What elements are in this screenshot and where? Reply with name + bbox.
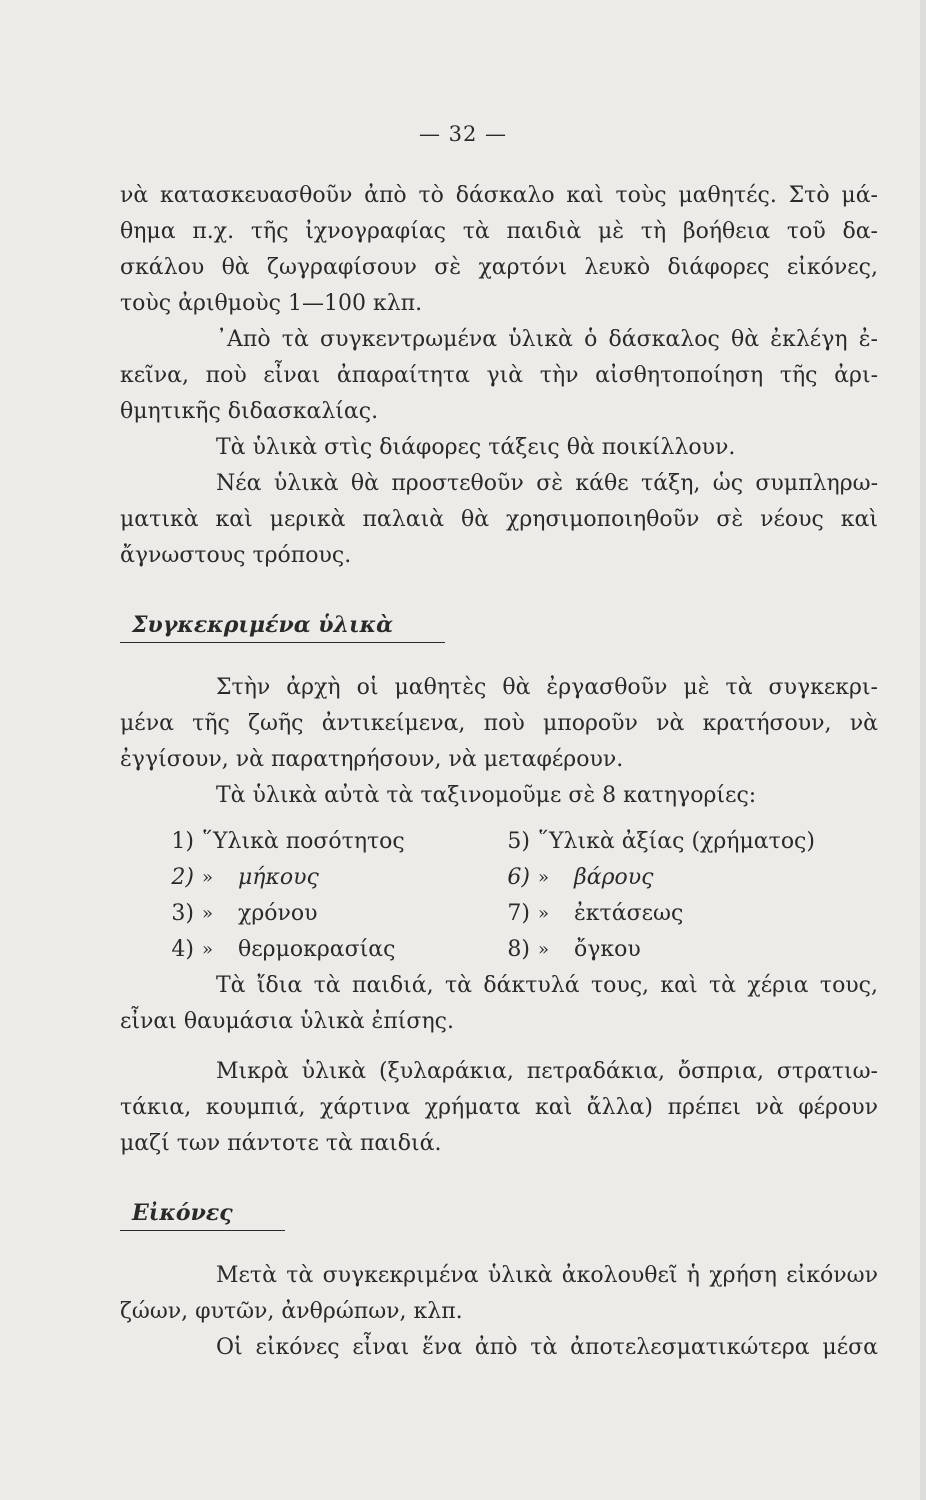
ditto-mark: » [202, 867, 214, 888]
category-right [488, 932, 878, 968]
text-line: ἐγγίσουν, νὰ παρατηρήσουν, νὰ μεταφέρουν. [120, 747, 624, 772]
text-line: Μετὰ τὰ συγκεκριμένα ὑλικὰ ἀκολουθεῖ ἡ χρήση εἰκόνων [216, 1263, 878, 1288]
text-line: τάκια, κουμπιά, χάρτινα χρήματα καὶ ἄλλα) πρέπει νὰ φέρουν [120, 1095, 878, 1120]
ditto-mark: » [538, 867, 550, 888]
ditto-mark: » [538, 939, 550, 960]
category-label: βάρους [574, 865, 654, 890]
category-row [120, 932, 878, 968]
ditto-mark: » [202, 939, 214, 960]
category-right [488, 824, 878, 860]
category-number: 3) [171, 901, 194, 926]
text-line: θημα π.χ. τῆς ἰχνογραφίας τὰ παιδιὰ μὲ τὴ βοήθεια τοῦ δα- [120, 219, 878, 244]
category-number: 6) [507, 865, 530, 890]
text-line: ἄγνωστους τρόπους. [120, 543, 352, 568]
category-number: 5) [507, 829, 530, 854]
spacer [120, 1040, 878, 1054]
category-right [488, 860, 878, 896]
category-left [120, 824, 488, 860]
category-row [120, 824, 878, 860]
category-number: 8) [507, 937, 530, 962]
text-line: ματικὰ καὶ μερικὰ παλαιὰ θὰ χρησιμοποιηθοῦν σὲ νέους καὶ [120, 507, 878, 532]
category-label: ἐκτάσεως [574, 901, 684, 926]
category-label: ὄγκου [574, 937, 641, 962]
categories-list [120, 824, 878, 968]
category-row [120, 860, 878, 896]
category-left [120, 932, 488, 968]
category-row [120, 896, 878, 932]
text-line: Μικρὰ ὑλικὰ (ξυλαράκια, πετραδάκια, ὄσπρια, στρατιω- [216, 1059, 878, 1084]
text-line: εἶναι θαυμάσια ὑλικὰ ἐπίσης. [120, 1009, 454, 1034]
text-line: ζώων, φυτῶν, ἀνθρώπων, κλπ. [120, 1299, 463, 1324]
text-line: τοὺς ἀριθμοὺς 1—100 κλπ. [120, 291, 423, 316]
ditto-mark: » [538, 903, 550, 924]
text-line: Τὰ ὑλικὰ αὐτὰ τὰ ταξινομοῦμε σὲ 8 κατηγορίες: [216, 783, 757, 808]
text-line: ᾿Απὸ τὰ συγκεντρωμένα ὑλικὰ ὁ δάσκαλος θὰ ἐκλέγη ἐ- [216, 327, 878, 352]
page-edge-shadow [920, 0, 926, 1500]
category-label: ῞Υλικὰ ἀξίας (χρήματος) [538, 829, 815, 854]
page-number: — 32 — [418, 122, 508, 146]
category-number: 7) [507, 901, 530, 926]
section-heading-wrap [120, 608, 878, 644]
category-number: 1) [171, 829, 194, 854]
category-left [120, 896, 488, 932]
text-line: νὰ κατασκευασθοῦν ἀπὸ τὸ δάσκαλο καὶ τοὺς μαθητές. Στὸ μά- [120, 183, 878, 208]
text-line: κεῖνα, ποὺ εἶναι ἀπαραίτητα γιὰ τὴν αἰσθητοποίηση τῆς ἀρι- [120, 363, 878, 388]
category-label: θερμοκρασίας [238, 937, 396, 962]
text-line: Οἱ εἰκόνες εἶναι ἕνα ἀπὸ τὰ ἀποτελεσματικώτερα μέσα [216, 1335, 878, 1360]
text-line: Τὰ ἴδια τὰ παιδιά, τὰ δάκτυλά τους, καὶ τὰ χέρια τους, [216, 973, 878, 998]
ditto-mark: » [202, 903, 214, 924]
category-label: ῞Υλικὰ ποσότητος [202, 829, 405, 854]
text-line: Τὰ ὑλικὰ στὶς διάφορες τάξεις θὰ ποικίλλουν. [216, 435, 736, 460]
text-line: σκάλου θὰ ζωγραφίσουν σὲ χαρτόνι λευκὸ διάφορες εἰκόνες, [120, 255, 878, 280]
text-line: μαζί των πάντοτε τὰ παιδιά. [120, 1131, 442, 1156]
section-heading-wrap [120, 1196, 878, 1232]
page-body [120, 178, 878, 1366]
category-left [120, 860, 488, 896]
category-label: μήκους [238, 865, 319, 890]
section-heading-concrete-materials: Συγκεκριμένα ὑλικὰ [120, 610, 445, 643]
category-label: χρόνου [238, 901, 318, 926]
text-line: θμητικῆς διδασκαλίας. [120, 399, 379, 424]
section-heading-pictures: Εἰκόνες [120, 1198, 285, 1231]
text-line: Στὴν ἀρχὴ οἱ μαθητὲς θὰ ἐργασθοῦν μὲ τὰ συγκεκρι- [216, 675, 878, 700]
category-right [488, 896, 878, 932]
category-number: 2) [171, 865, 194, 890]
category-number: 4) [171, 937, 194, 962]
text-line: Νέα ὑλικὰ θὰ προστεθοῦν σὲ κάθε τάξη, ὡς συμπληρω- [216, 471, 878, 496]
text-line: μένα τῆς ζωῆς ἀντικείμενα, ποὺ μποροῦν νὰ κρατήσουν, νὰ [120, 711, 878, 736]
